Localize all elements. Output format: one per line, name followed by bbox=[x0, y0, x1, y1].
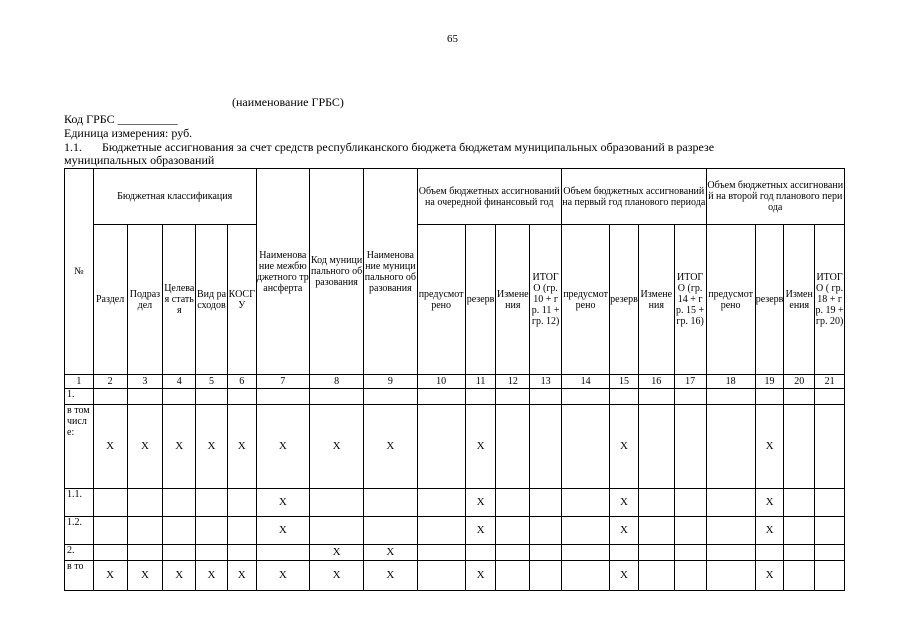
table-cell bbox=[309, 389, 363, 405]
table-cell bbox=[638, 405, 674, 489]
table-cell: X bbox=[309, 545, 363, 561]
table-cell: X bbox=[610, 489, 639, 517]
table-cell bbox=[562, 489, 610, 517]
table-cell bbox=[674, 489, 706, 517]
column-number-cell: 16 bbox=[638, 375, 674, 389]
table-cell bbox=[638, 545, 674, 561]
table-cell: X bbox=[163, 405, 196, 489]
table-cell bbox=[309, 517, 363, 545]
table-cell bbox=[163, 545, 196, 561]
table-cell: X bbox=[755, 561, 784, 591]
table-cell bbox=[815, 561, 845, 591]
table-cell bbox=[638, 517, 674, 545]
column-number-cell: 3 bbox=[127, 375, 163, 389]
current-year-header: Объем бюджетных ассигнований на очередной финансовый год bbox=[417, 169, 561, 225]
kod-grbs-line: Код ГРБС __________ bbox=[64, 112, 178, 126]
table-row bbox=[65, 389, 845, 405]
table-cell: X bbox=[465, 517, 496, 545]
table-cell bbox=[755, 545, 784, 561]
table-cell: X bbox=[256, 517, 309, 545]
section-title-cont: муниципальных образований bbox=[64, 153, 215, 167]
table-row bbox=[65, 545, 845, 561]
table-cell bbox=[227, 545, 256, 561]
column-number-cell: 10 bbox=[417, 375, 465, 389]
column-number-cell: 6 bbox=[227, 375, 256, 389]
table-cell bbox=[610, 389, 639, 405]
table-cell bbox=[530, 545, 562, 561]
table-row bbox=[65, 489, 845, 517]
table-cell bbox=[674, 389, 706, 405]
table-cell bbox=[196, 489, 228, 517]
table-cell bbox=[755, 389, 784, 405]
table-cell bbox=[562, 561, 610, 591]
table-cell bbox=[784, 405, 815, 489]
table-cell bbox=[127, 517, 163, 545]
column-number-row bbox=[65, 375, 845, 389]
table-cell bbox=[496, 561, 530, 591]
municipality-name-header: Наименование муниципального образования bbox=[364, 169, 417, 375]
row-number-cell: 2. bbox=[65, 545, 94, 561]
column-number-cell: 15 bbox=[610, 375, 639, 389]
table-cell bbox=[496, 517, 530, 545]
table-cell bbox=[674, 405, 706, 489]
row-number-cell: в то bbox=[65, 561, 94, 591]
column-number-cell: 7 bbox=[256, 375, 309, 389]
column-number-cell: 20 bbox=[784, 375, 815, 389]
table-row bbox=[65, 517, 845, 545]
table-cell: X bbox=[610, 517, 639, 545]
table-cell: X bbox=[256, 489, 309, 517]
table-cell bbox=[93, 517, 127, 545]
table-cell: X bbox=[364, 545, 417, 561]
table-cell bbox=[163, 517, 196, 545]
column-number-cell: 19 bbox=[755, 375, 784, 389]
table-cell: X bbox=[610, 561, 639, 591]
planned-header: предусмотрено bbox=[706, 225, 755, 375]
col-no-header: № bbox=[65, 169, 94, 375]
table-cell bbox=[815, 545, 845, 561]
table-cell bbox=[256, 389, 309, 405]
total-header: ИТОГО ( гр. 18 + гр. 19 + гр. 20) bbox=[815, 225, 845, 375]
table-cell bbox=[496, 389, 530, 405]
table-cell bbox=[706, 489, 755, 517]
column-number-cell: 2 bbox=[93, 375, 127, 389]
table-cell bbox=[706, 517, 755, 545]
row-number-cell: 1.2. bbox=[65, 517, 94, 545]
table-cell bbox=[784, 517, 815, 545]
table-cell bbox=[638, 561, 674, 591]
table-cell bbox=[163, 489, 196, 517]
table-cell bbox=[163, 389, 196, 405]
column-number-cell: 13 bbox=[530, 375, 562, 389]
table-cell bbox=[465, 389, 496, 405]
row-number-cell: 1. bbox=[65, 389, 94, 405]
table-cell bbox=[815, 405, 845, 489]
table-cell bbox=[530, 561, 562, 591]
table-cell bbox=[196, 389, 228, 405]
table-cell bbox=[127, 389, 163, 405]
column-number-cell: 17 bbox=[674, 375, 706, 389]
table-cell bbox=[127, 489, 163, 517]
table-cell: X bbox=[256, 561, 309, 591]
table-cell bbox=[674, 517, 706, 545]
table-cell bbox=[530, 389, 562, 405]
subsection-header: Подраздел bbox=[127, 225, 163, 375]
table-cell bbox=[496, 405, 530, 489]
column-number-cell: 1 bbox=[65, 375, 94, 389]
table-cell: X bbox=[364, 405, 417, 489]
table-cell bbox=[227, 389, 256, 405]
planned-header: предусмотрено bbox=[562, 225, 610, 375]
table-cell bbox=[784, 545, 815, 561]
table-cell bbox=[196, 545, 228, 561]
table-cell bbox=[815, 517, 845, 545]
table-cell bbox=[417, 489, 465, 517]
first-plan-year-header: Объем бюджетных ассигнований на первый год планового периода bbox=[562, 169, 707, 225]
table-cell bbox=[784, 389, 815, 405]
row-number-cell: в том числе: bbox=[65, 405, 94, 489]
table-cell bbox=[465, 545, 496, 561]
table-cell bbox=[127, 545, 163, 561]
change-header: Изменения bbox=[638, 225, 674, 375]
budget-classification-header: Бюджетная классификация bbox=[93, 169, 256, 225]
table-cell: X bbox=[465, 561, 496, 591]
table-cell bbox=[227, 489, 256, 517]
table-cell bbox=[309, 489, 363, 517]
table-cell bbox=[562, 405, 610, 489]
table-cell: X bbox=[755, 489, 784, 517]
table-cell: X bbox=[127, 561, 163, 591]
reserve-header: резерв bbox=[610, 225, 639, 375]
table-cell: X bbox=[227, 561, 256, 591]
municipality-code-header: Код муниципального образования bbox=[309, 169, 363, 375]
table-cell bbox=[706, 389, 755, 405]
total-header: ИТОГО (гр. 10 + гр. 11 + гр. 12) bbox=[530, 225, 562, 375]
table-cell bbox=[93, 489, 127, 517]
table-cell: X bbox=[196, 561, 228, 591]
table-cell: X bbox=[465, 489, 496, 517]
total-header: ИТОГО (гр. 14 + гр. 15 + гр. 16) bbox=[674, 225, 706, 375]
table-body bbox=[65, 389, 845, 591]
column-number-cell: 12 bbox=[496, 375, 530, 389]
reserve-header: резерв bbox=[465, 225, 496, 375]
transfer-name-header: Наименование межбюджетного трансферта bbox=[256, 169, 309, 375]
table-cell: X bbox=[755, 517, 784, 545]
table-cell: X bbox=[93, 561, 127, 591]
budget-table bbox=[64, 168, 845, 591]
table-cell bbox=[417, 389, 465, 405]
table-cell bbox=[417, 545, 465, 561]
table-cell bbox=[562, 389, 610, 405]
table-cell bbox=[196, 517, 228, 545]
table-cell bbox=[364, 389, 417, 405]
table-cell bbox=[364, 489, 417, 517]
unit-line: Единица измерения: руб. bbox=[64, 126, 193, 140]
table-cell bbox=[706, 561, 755, 591]
change-header: Изменения bbox=[496, 225, 530, 375]
table-cell bbox=[530, 517, 562, 545]
column-number-cell: 14 bbox=[562, 375, 610, 389]
kosgu-header: КОСГУ bbox=[227, 225, 256, 375]
column-number-cell: 5 bbox=[196, 375, 228, 389]
section-title: Бюджетные ассигнования за счет средств республиканского бюджета бюджетам муниципальных образований в разрезе bbox=[102, 140, 715, 154]
second-plan-year-header: Объем бюджетных ассигнований на второй год планового периода bbox=[706, 169, 844, 225]
table-cell: X bbox=[163, 561, 196, 591]
table-cell: X bbox=[227, 405, 256, 489]
expense-type-header: Вид расходов bbox=[196, 225, 228, 375]
table-cell bbox=[417, 405, 465, 489]
table-cell: X bbox=[256, 405, 309, 489]
target-article-header: Целевая статья bbox=[163, 225, 196, 375]
table-cell bbox=[496, 489, 530, 517]
table-cell bbox=[417, 561, 465, 591]
table-cell bbox=[610, 545, 639, 561]
table-cell bbox=[784, 561, 815, 591]
section-header: Раздел bbox=[93, 225, 127, 375]
table-cell bbox=[530, 405, 562, 489]
table-cell bbox=[784, 489, 815, 517]
table-cell: X bbox=[465, 405, 496, 489]
table-cell: X bbox=[364, 561, 417, 591]
table-cell bbox=[256, 545, 309, 561]
table-cell bbox=[674, 561, 706, 591]
page-number: 65 bbox=[447, 33, 458, 45]
table-cell: X bbox=[755, 405, 784, 489]
column-number-cell: 11 bbox=[465, 375, 496, 389]
table-cell bbox=[674, 545, 706, 561]
table-cell bbox=[638, 389, 674, 405]
column-number-cell: 9 bbox=[364, 375, 417, 389]
table-cell bbox=[530, 489, 562, 517]
table-cell bbox=[227, 517, 256, 545]
section-number: 1.1. bbox=[64, 140, 82, 154]
table-cell bbox=[706, 545, 755, 561]
table-cell bbox=[364, 517, 417, 545]
table-cell bbox=[496, 545, 530, 561]
column-number-cell: 18 bbox=[706, 375, 755, 389]
column-number-cell: 4 bbox=[163, 375, 196, 389]
reserve-header: резерв bbox=[755, 225, 784, 375]
table-cell: X bbox=[127, 405, 163, 489]
table-cell: X bbox=[610, 405, 639, 489]
table-row bbox=[65, 561, 845, 591]
table-cell: X bbox=[309, 405, 363, 489]
change-header: Изменения bbox=[784, 225, 815, 375]
table-cell bbox=[93, 389, 127, 405]
table-cell bbox=[93, 545, 127, 561]
table-cell bbox=[706, 405, 755, 489]
column-number-cell: 8 bbox=[309, 375, 363, 389]
table-cell bbox=[815, 389, 845, 405]
planned-header: предусмотрено bbox=[417, 225, 465, 375]
table-cell bbox=[638, 489, 674, 517]
grbs-caption: (наименование ГРБС) bbox=[232, 95, 344, 109]
table-cell: X bbox=[196, 405, 228, 489]
table-cell: X bbox=[309, 561, 363, 591]
table-cell: X bbox=[93, 405, 127, 489]
column-number-cell: 21 bbox=[815, 375, 845, 389]
table-row bbox=[65, 405, 845, 489]
table-cell bbox=[562, 545, 610, 561]
table-cell bbox=[417, 517, 465, 545]
table-cell bbox=[562, 517, 610, 545]
table-cell bbox=[815, 489, 845, 517]
row-number-cell: 1.1. bbox=[65, 489, 94, 517]
